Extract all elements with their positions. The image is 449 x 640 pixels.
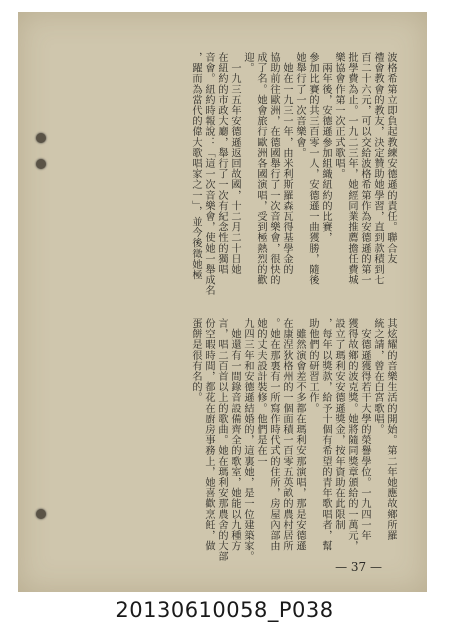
archive-caption: 20130610058_P038: [115, 598, 334, 622]
lower-text-block: 其炫耀的音樂生活的開始。第二年她應故鄉所羅 統之請，曾在白宮歌唱。 安德遜獲得若干大學的榮譽學位。一九四一年 獲得故鄉的波克獎。她將隨同獎章頒給的一萬元， 設立了瑪利安安德遜獎金，按年資助在此限制 ，每年以獎款，給予十個有希望的青年歌唱者，幫 助他們的研習工作。 雖然演會差不多都在瑪利安那演唱，那是安德遜 在康涅狄格州的一個面積一百零五英畝的農村居所 。她在那裏有一所寫作時代式的住所，房屋內部由 她的丈夫設計裝修。他們是在一 九四三年和安德遜結婚的，這裏她，是一位建築家。 她還有一間錄音設備齊全的歌室，她能以九種方 言，唱二百首以上的歌曲。她在瑪利安那農舍的大部 份空暇時間，都花在廚房事務上，她喜歡烹飪，做 蛋餅是很有名的。: [190, 318, 396, 562]
binding-hole: [36, 159, 46, 169]
page-number: — 37 —: [335, 560, 382, 574]
document-page: [18, 12, 427, 592]
binding-hole: [36, 509, 46, 519]
upper-text-block: 波格希第立即負起教練安德遜的責任。聯合友 禮會教會的教友，決定贊助她學習，直到款積到七 百二十六元，可以交給波格希第作為安德遜的第一 批學費為止。一九二三年，她經同業推薦擔任費城 樂協會作第一次正式歌唱。 兩年後，安德遜參加組織紐約的比賽， 參加比賽的共三百零一人，安德遜一曲獲勝，隨後 她舉行了一次音樂會。 她在一九三一年，由米利斯羅森瓦得基學金的 協助前往歐洲，在德國舉行了一次音樂會，很快的 成了名。她會旅行歐洲各國演唱，受到極熱烈的歡 迎。 一九三五年安德遜返回故國，十二月二十日她 在紐約的市政大廳，舉行了一次有紀念性的獨唱 音會。紐約時報說：「這一次音樂會，使她一舉成名 ，躍而為當代的偉大歌唱家之一」，並今後徵她極: [190, 52, 396, 296]
binding-hole: [36, 133, 46, 143]
